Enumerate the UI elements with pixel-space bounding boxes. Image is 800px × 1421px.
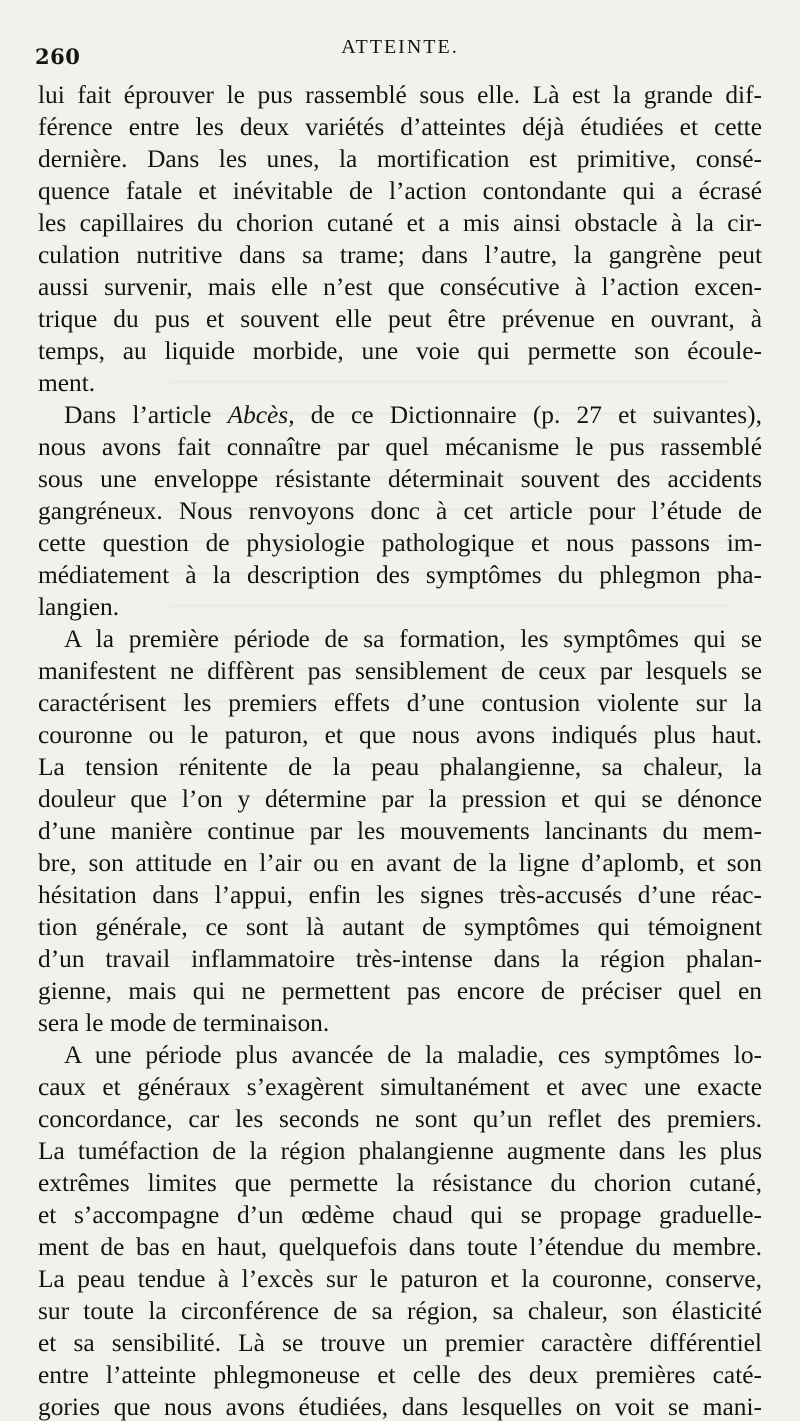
text-line: concordance, car les seconds ne sont qu’un reflet des premiers. bbox=[38, 1105, 762, 1133]
text-line: caux et généraux s’exagèrent simultanément et avec une exacte bbox=[38, 1073, 762, 1101]
page-number: 260 bbox=[35, 44, 81, 69]
text-line: douleur que l’on y détermine par la pression et qui se dénonce bbox=[38, 785, 762, 813]
italic-term: Abcès, bbox=[227, 401, 295, 429]
text-line: trique du pus et souvent elle peut être prévenue en ouvrant, à bbox=[38, 305, 762, 333]
text-line: hésitation dans l’appui, enfin les signes très-accusés d’une réac- bbox=[38, 881, 762, 909]
text-line: ment. bbox=[38, 369, 96, 397]
text-line: La tuméfaction de la région phalangienne augmente dans les plus bbox=[38, 1137, 762, 1165]
page-header bbox=[30, 36, 770, 76]
text-line: aussi survenir, mais elle n’est que consécutive à l’action excen- bbox=[38, 273, 762, 301]
text-line bbox=[38, 399, 762, 431]
text-line: caractérisent les premiers effets d’une contusion violente sur la bbox=[38, 689, 762, 717]
text-line: A une période plus avancée de la maladie, ces symptômes lo- bbox=[64, 1041, 762, 1069]
text-line: manifestent ne diffèrent pas sensiblement de ceux par lesquels se bbox=[38, 657, 762, 685]
text-fragment: Dans l’article bbox=[64, 401, 228, 429]
text-line: langien. bbox=[38, 593, 120, 621]
text-line: d’une manière continue par les mouvements lancinants du mem- bbox=[38, 817, 762, 845]
text-line: lui fait éprouver le pus rassemblé sous elle. Là est la grande dif- bbox=[38, 81, 762, 109]
text-line: et sa sensibilité. Là se trouve un premier caractère différentiel bbox=[38, 1329, 762, 1357]
text-line: et s’accompagne d’un œdème chaud qui se propage graduelle- bbox=[38, 1201, 762, 1229]
text-line: gienne, mais qui ne permettent pas encore de préciser quel en bbox=[38, 977, 762, 1005]
text-line: dernière. Dans les unes, la mortification est primitive, consé- bbox=[38, 145, 762, 173]
text-line: sera le mode de terminaison. bbox=[38, 1009, 330, 1037]
text-line: cette question de physiologie pathologique et nous passons im- bbox=[38, 529, 762, 557]
text-line: gangréneux. Nous renvoyons donc à cet article pour l’étude de bbox=[38, 497, 762, 525]
text-line: sur toute la circonférence de sa région, sa chaleur, son élasticité bbox=[38, 1297, 762, 1325]
text-line: quence fatale et inévitable de l’action contondante qui a écrasé bbox=[38, 177, 762, 205]
text-line: les capillaires du chorion cutané et a mis ainsi obstacle à la cir- bbox=[38, 209, 762, 237]
body-text bbox=[38, 79, 762, 1421]
running-title: ATTEINTE. bbox=[341, 36, 459, 58]
text-line: sous une enveloppe résistante déterminait souvent des accidents bbox=[38, 465, 762, 493]
text-line: A la première période de sa formation, les symptômes qui se bbox=[64, 625, 762, 653]
text-line: médiatement à la description des symptômes du phlegmon pha- bbox=[38, 561, 762, 589]
text-line: extrêmes limites que permette la résistance du chorion cutané, bbox=[38, 1169, 762, 1197]
text-line: férence entre les deux variétés d’atteintes déjà étudiées et cette bbox=[38, 113, 762, 141]
text-line: bre, son attitude en l’air ou en avant de la ligne d’aplomb, et son bbox=[38, 849, 762, 877]
text-line: tion générale, ce sont là autant de symptômes qui témoignent bbox=[38, 913, 762, 941]
text-line: d’un travail inflammatoire très-intense dans la région phalan- bbox=[38, 945, 762, 973]
text-line: gories que nous avons étudiées, dans lesquelles on voit se mani- bbox=[38, 1393, 762, 1421]
text-line: ment de bas en haut, quelquefois dans toute l’étendue du membre. bbox=[38, 1233, 762, 1261]
text-line: culation nutritive dans sa trame; dans l’autre, la gangrène peut bbox=[38, 241, 762, 269]
text-line: nous avons fait connaître par quel mécanisme le pus rassemblé bbox=[38, 433, 762, 461]
text-fragment: de ce Dictionnaire (p. 27 et suivantes), bbox=[294, 401, 762, 429]
text-line: entre l’atteinte phlegmoneuse et celle des deux premières caté- bbox=[38, 1361, 762, 1389]
text-line: La peau tendue à l’excès sur le paturon et la couronne, conserve, bbox=[38, 1265, 762, 1293]
text-line: temps, au liquide morbide, une voie qui permette son écoule- bbox=[38, 337, 762, 365]
text-line: La tension rénitente de la peau phalangienne, sa chaleur, la bbox=[38, 753, 762, 781]
text-line: couronne ou le paturon, et que nous avons indiqués plus haut. bbox=[38, 721, 762, 749]
